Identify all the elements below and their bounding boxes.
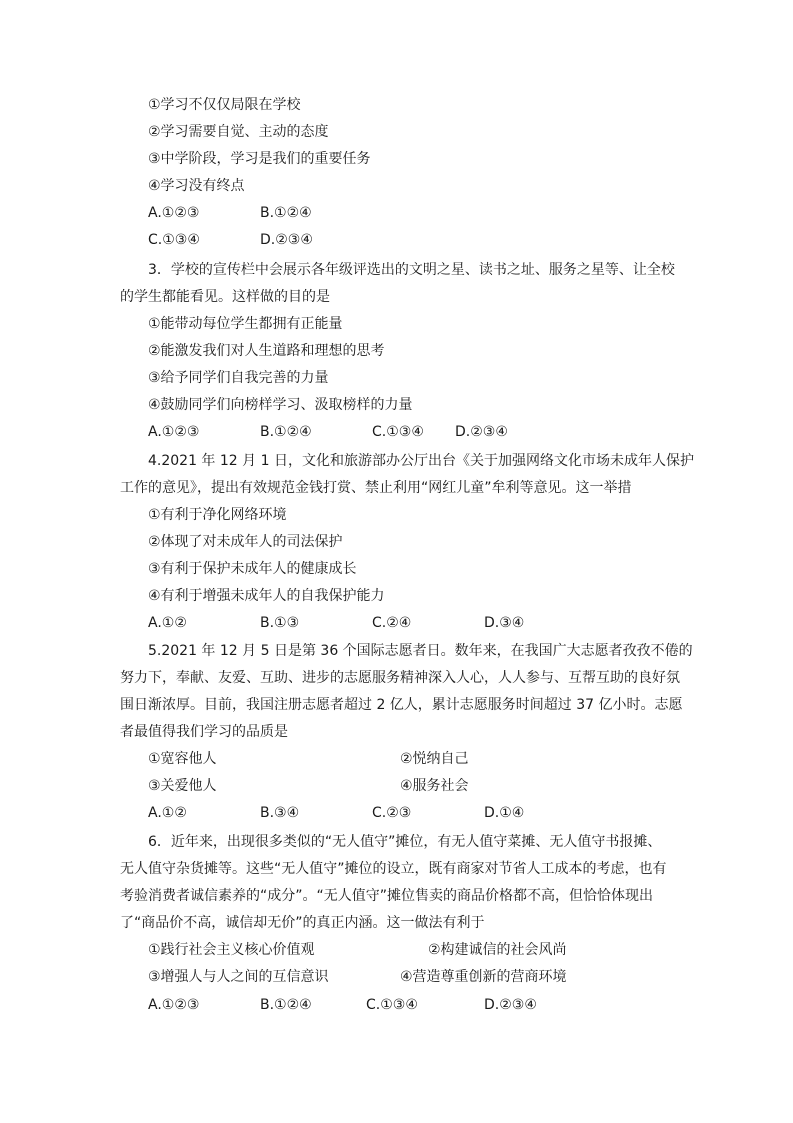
choice-d[interactable]: D.②③④ bbox=[260, 232, 313, 248]
statement-1: ①宽容他人 bbox=[148, 751, 217, 767]
statement-2: ②体现了对未成年人的司法保护 bbox=[148, 534, 343, 550]
question-stem: 的学生都能看见。这样做的目的是 bbox=[120, 289, 330, 305]
question-stem: 努力下，奉献、友爱、互助、进步的志愿服务精神深入人心，人人参与、互帮互助的良好氛 bbox=[120, 670, 680, 686]
question-stem: 了“商品价不高，诚信却无价”的真正内涵。这一做法有利于 bbox=[120, 915, 485, 931]
choice-a[interactable]: A.①② bbox=[148, 615, 187, 631]
choice-a[interactable]: A.①②③ bbox=[148, 424, 200, 440]
statement-1: ①能带动每位学生都拥有正能量 bbox=[148, 316, 343, 332]
choice-d[interactable]: D.②③④ bbox=[455, 424, 508, 440]
statement-4: ④鼓励同学们向榜样学习、汲取榜样的力量 bbox=[148, 397, 413, 413]
choice-b[interactable]: B.①②④ bbox=[260, 424, 312, 440]
question-stem: 3．学校的宣传栏中会展示各年级评选出的文明之星、读书之址、服务之星等、让全校 bbox=[148, 262, 675, 278]
choice-d[interactable]: D.①④ bbox=[484, 805, 525, 821]
statement-1: ①践行社会主义核心价值观 bbox=[148, 942, 315, 958]
statement-3: ③中学阶段，学习是我们的重要任务 bbox=[148, 151, 371, 167]
statement-4: ④营造尊重创新的营商环境 bbox=[400, 969, 567, 985]
statement-2: ②能激发我们对人生道路和理想的思考 bbox=[148, 343, 385, 359]
statement-2: ②悦纳自己 bbox=[400, 751, 469, 767]
choice-c[interactable]: C.①③④ bbox=[148, 232, 200, 248]
statement-2: ②学习需要自觉、主动的态度 bbox=[148, 124, 329, 140]
question-stem: 考验消费者诚信素养的“成分”。“无人值守”摊位售卖的商品价格都不高，但恰恰体现出 bbox=[120, 888, 654, 904]
question-stem: 4.2021 年 12 月 1 日，文化和旅游部办公厅出台《关于加强网络文化市场未成年人保护 bbox=[148, 453, 694, 469]
choice-b[interactable]: B.③④ bbox=[260, 805, 300, 821]
choice-c[interactable]: C.①③④ bbox=[366, 997, 418, 1013]
question-stem: 5.2021 年 12 月 5 日是第 36 个国际志愿者日。数年来，在我国广大志愿者孜孜不倦的 bbox=[148, 643, 693, 659]
question-stem: 围日渐浓厚。目前，我国注册志愿者超过 2 亿人，累计志愿服务时间超过 37 亿小时。志愿 bbox=[120, 697, 683, 713]
question-stem: 工作的意见》，提出有效规范金钱打赏、禁止利用“网红儿童”牟利等意见。这一举措 bbox=[120, 480, 632, 496]
statement-2: ②构建诚信的社会风尚 bbox=[428, 942, 567, 958]
question-stem: 者最值得我们学习的品质是 bbox=[120, 724, 288, 740]
statement-1: ①学习不仅仅局限在学校 bbox=[148, 97, 301, 113]
statement-3: ③增强人与人之间的互信意识 bbox=[148, 969, 329, 985]
choice-c[interactable]: C.①③④ bbox=[372, 424, 424, 440]
choice-a[interactable]: A.①②③ bbox=[148, 205, 200, 221]
statement-4: ④学习没有终点 bbox=[148, 178, 245, 194]
choice-b[interactable]: B.①②④ bbox=[260, 997, 312, 1013]
statement-4: ④有利于增强未成年人的自我保护能力 bbox=[148, 588, 385, 604]
statement-3: ③关爱他人 bbox=[148, 778, 217, 794]
statement-3: ③有利于保护未成年人的健康成长 bbox=[148, 561, 357, 577]
statement-4: ④服务社会 bbox=[400, 778, 469, 794]
choice-d[interactable]: D.③④ bbox=[484, 615, 525, 631]
statement-1: ①有利于净化网络环境 bbox=[148, 507, 287, 523]
choice-b[interactable]: B.①③ bbox=[260, 615, 300, 631]
choice-a[interactable]: A.①②③ bbox=[148, 997, 200, 1013]
statement-3: ③给予同学们自我完善的力量 bbox=[148, 370, 329, 386]
choice-c[interactable]: C.②③ bbox=[372, 805, 412, 821]
question-stem: 无人值守杂货摊等。这些“无人值守”摊位的设立，既有商家对节省人工成本的考虑，也有 bbox=[120, 861, 667, 877]
question-stem: 6．近年来，出现很多类似的“无人值守”摊位，有无人值守菜摊、无人值守书报摊、 bbox=[148, 834, 662, 850]
choice-a[interactable]: A.①② bbox=[148, 805, 187, 821]
choice-d[interactable]: D.②③④ bbox=[484, 997, 537, 1013]
choice-c[interactable]: C.②④ bbox=[372, 615, 412, 631]
choice-b[interactable]: B.①②④ bbox=[260, 205, 312, 221]
